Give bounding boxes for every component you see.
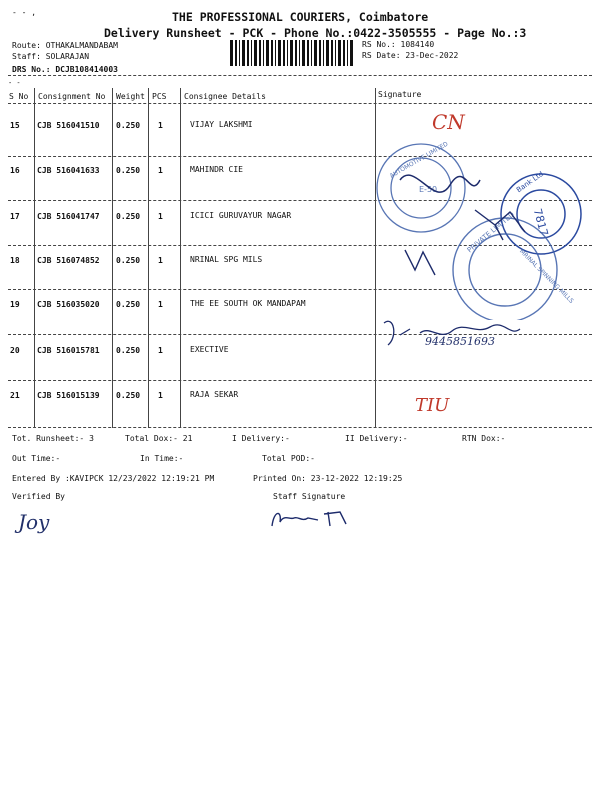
col-header-signature: Signature [378,90,422,99]
row-weight: 0.250 [116,391,141,400]
barcode-bar [242,40,245,66]
row-weight: 0.250 [116,346,141,355]
signature-scribble [400,175,480,192]
stamp-mrinal [453,210,575,320]
ii-delivery: II Delivery:- [345,434,408,443]
row-consignment: CJB 516074852 [37,256,100,265]
staff-label: Staff: SOLARAJAN [12,52,90,61]
col-header-sno: S No [9,92,29,101]
col-divider [180,88,181,428]
row-sno: 16 [10,166,20,175]
barcode-bar [295,40,297,66]
barcode-bar [314,40,317,66]
row-divider [8,380,592,381]
row-pcs: 1 [158,166,163,175]
svg-text:AUTOMOTIVE LIMITED: AUTOMOTIVE LIMITED [388,140,450,180]
row-consignment: CJB 516015139 [37,391,100,400]
handwritten-mark: TIU [415,395,450,416]
total-pod: Total POD:- [262,454,315,463]
row-sno: 21 [10,391,20,400]
verified-by-label: Verified By [12,492,65,501]
barcode-bar [275,40,276,66]
row-pcs: 1 [158,346,163,355]
barcode-bar [335,40,336,66]
company-name: THE PROFESSIONAL COURIERS, Coimbatore [172,10,429,24]
handwritten-phone: 9445851693 [425,335,495,348]
rs-number: RS No.: 1084140 [362,40,435,49]
row-pcs: 1 [158,121,163,130]
out-time: Out Time:- [12,454,61,463]
row-consignee: NRINAL SPG MILS [190,255,263,264]
barcode-bar [259,40,261,66]
col-divider [112,88,113,428]
barcode-bar [278,40,281,66]
barcode-bar [266,40,269,66]
row-consignee: VIJAY LAKSHMI [190,120,253,129]
col-divider [34,88,35,428]
row-weight: 0.250 [116,166,141,175]
printed-on: Printed On: 23-12-2022 12:19:25 [253,474,403,483]
row-consignee: RAJA SEKAR [190,390,239,399]
rs-date: RS Date: 23-Dec-2022 [362,51,459,60]
barcode-bar [283,40,285,66]
barcode-bar [319,40,321,66]
svg-text:PRIVATE LIMITED: PRIVATE LIMITED [465,210,517,255]
barcode-bar [271,40,273,66]
divider-header [8,103,592,104]
row-sno: 17 [10,212,20,221]
col-header-pcs: PCS [152,92,167,101]
col-header-consignment: Consignment No [38,92,106,101]
row-consignment: CJB 516041510 [37,121,100,130]
svg-text:7817: 7817 [530,207,551,238]
svg-text:MRINAL SPINNING MILLS: MRINAL SPINNING MILLS [517,247,575,305]
total-runsheet: Tot. Runsheet:- 3 [12,434,94,443]
stamp-bank [501,169,581,254]
handwritten-mark: CN [432,110,465,134]
barcode-bar [239,40,240,66]
top-marks: - - , [12,8,37,17]
row-sno: 19 [10,300,20,309]
row-pcs: 1 [158,300,163,309]
barcode-bar [290,40,293,66]
row-consignment: CJB 516041633 [37,166,100,175]
row-divider [8,427,592,428]
route-label: Route: OTHAKALMANDABAM [12,41,118,50]
row-consignee: THE EE SOUTH OK MANDAPAM [190,299,306,308]
barcode-bar [347,40,348,66]
row-consignment: CJB 516015781 [37,346,100,355]
row-weight: 0.250 [116,300,141,309]
row-consignee: EXECTIVE [190,345,229,354]
signature-scribble [405,250,435,275]
barcode-bar [350,40,353,66]
barcode-bar [326,40,329,66]
svg-text:Bank Ltd.: Bank Ltd. [515,168,547,195]
barcode-bar [251,40,252,66]
barcode-bar [311,40,312,66]
barcode-bar [343,40,345,66]
row-sno: 15 [10,121,20,130]
barcode-bar [230,40,233,66]
staff-signature-label: Staff Signature [273,492,346,501]
entered-by: Entered By :KAVIPCK 12/23/2022 12:19:21 PM [12,474,215,483]
drs-number: DRS No.: DCJB108414003 [12,65,118,74]
row-weight: 0.250 [116,212,141,221]
stamps-overlay [375,140,595,320]
row-weight: 0.250 [116,256,141,265]
in-time: In Time:- [140,454,184,463]
stray-dashes: - - [8,79,21,87]
rtn-dox: RTN Dox:- [462,434,506,443]
row-sno: 18 [10,256,20,265]
barcode-bar [338,40,341,66]
total-dox: Total Dox:- 21 [125,434,193,443]
svg-text:E-50: E-50 [419,185,438,194]
barcode [230,40,354,66]
barcode-bar [254,40,257,66]
barcode-bar [287,40,288,66]
barcode-bar [263,40,264,66]
runsheet-title: Delivery Runsheet - PCK - Phone No.:0422-3505555 - Page No.:3 [104,26,527,40]
row-pcs: 1 [158,391,163,400]
staff-signature [268,504,368,534]
barcode-bar [235,40,237,66]
col-header-consignee: Consignee Details [184,92,266,101]
row-pcs: 1 [158,212,163,221]
barcode-bar [299,40,300,66]
row-consignee: MAHINDR CIE [190,165,243,174]
col-header-weight: Weight [116,92,145,101]
row-consignee: ICICI GURUVAYUR NAGAR [190,211,292,220]
row-consignment: CJB 516035020 [37,300,100,309]
divider-top [8,75,592,76]
row-sno: 20 [10,346,20,355]
barcode-bar [302,40,305,66]
row-pcs: 1 [158,256,163,265]
barcode-bar [247,40,249,66]
barcode-bar [323,40,324,66]
verified-signature: Joy [18,510,50,534]
stamp-automotive [377,140,465,232]
barcode-bar [307,40,309,66]
barcode-bar [331,40,333,66]
row-weight: 0.250 [116,121,141,130]
row-consignment: CJB 516041747 [37,212,100,221]
i-delivery: I Delivery:- [232,434,290,443]
col-divider [148,88,149,428]
